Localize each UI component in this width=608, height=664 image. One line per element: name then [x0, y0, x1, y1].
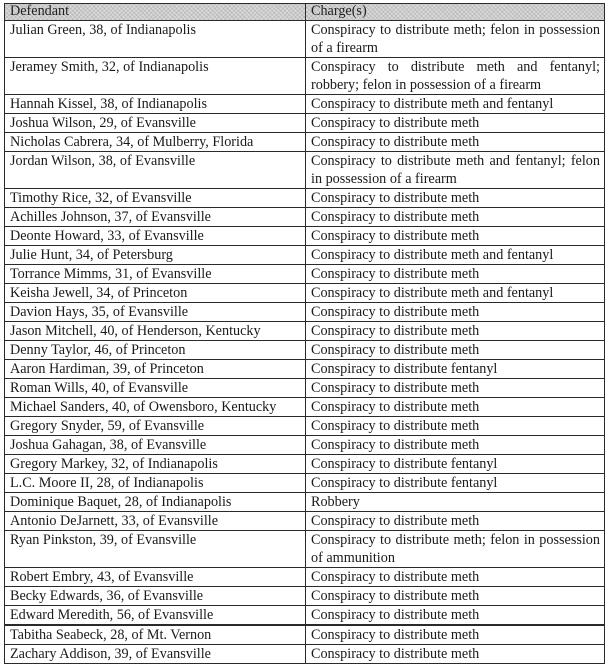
charges-cell: Conspiracy to distribute meth and fentanyl — [306, 246, 605, 265]
table-body — [5, 21, 605, 664]
table-row — [5, 645, 605, 664]
defendant-cell: Hannah Kissel, 38, of Indianapolis — [5, 95, 306, 114]
charges-cell: Conspiracy to distribute meth — [306, 417, 605, 436]
table-row — [5, 284, 605, 303]
defendant-cell: Gregory Snyder, 59, of Evansville — [5, 417, 306, 436]
defendant-cell: Michael Sanders, 40, of Owensboro, Kentucky — [5, 398, 306, 417]
defendant-cell: Torrance Mimms, 31, of Evansville — [5, 265, 306, 284]
defendant-cell: Julie Hunt, 34, of Petersburg — [5, 246, 306, 265]
table-row — [5, 436, 605, 455]
defendants-table-page — [4, 3, 604, 664]
defendant-cell: Antonio DeJarnett, 33, of Evansville — [5, 512, 306, 531]
charges-cell: Conspiracy to distribute meth — [306, 265, 605, 284]
defendant-cell: Roman Wills, 40, of Evansville — [5, 379, 306, 398]
charges-cell: Conspiracy to distribute meth — [306, 512, 605, 531]
table-row — [5, 417, 605, 436]
charges-cell: Conspiracy to distribute meth — [306, 625, 605, 645]
defendant-cell: Robert Embry, 43, of Evansville — [5, 568, 306, 587]
table-row — [5, 531, 605, 568]
charges-cell: Conspiracy to distribute meth and fentanyl; felon in possession of a firearm — [306, 152, 605, 189]
defendant-cell: Denny Taylor, 46, of Princeton — [5, 341, 306, 360]
table-row — [5, 493, 605, 512]
defendant-cell: Joshua Wilson, 29, of Evansville — [5, 114, 306, 133]
table-row — [5, 227, 605, 246]
table-row — [5, 455, 605, 474]
charges-cell: Conspiracy to distribute meth and fentanyl; robbery; felon in possession of a firearm — [306, 58, 605, 95]
table-row — [5, 265, 605, 284]
defendants-table — [4, 3, 605, 664]
defendant-cell: Nicholas Cabrera, 34, of Mulberry, Florida — [5, 133, 306, 152]
charges-cell: Conspiracy to distribute fentanyl — [306, 474, 605, 493]
table-row — [5, 152, 605, 189]
column-header-defendant: Defendant — [5, 4, 306, 21]
table-row — [5, 21, 605, 58]
defendant-cell: Aaron Hardiman, 39, of Princeton — [5, 360, 306, 379]
table-row — [5, 512, 605, 531]
defendant-cell: Deonte Howard, 33, of Evansville — [5, 227, 306, 246]
column-header-charges: Charge(s) — [306, 4, 605, 21]
table-row — [5, 587, 605, 606]
charges-cell: Conspiracy to distribute meth — [306, 645, 605, 664]
defendant-cell: Dominique Baquet, 28, of Indianapolis — [5, 493, 306, 512]
table-row — [5, 568, 605, 587]
table-row — [5, 58, 605, 95]
defendant-cell: Achilles Johnson, 37, of Evansville — [5, 208, 306, 227]
defendant-cell: Edward Meredith, 56, of Evansville — [5, 606, 306, 626]
charges-cell: Conspiracy to distribute meth — [306, 114, 605, 133]
defendant-cell: Jeramey Smith, 32, of Indianapolis — [5, 58, 306, 95]
defendant-cell: Gregory Markey, 32, of Indianapolis — [5, 455, 306, 474]
table-row — [5, 398, 605, 417]
charges-cell: Conspiracy to distribute fentanyl — [306, 455, 605, 474]
charges-cell: Conspiracy to distribute meth — [306, 189, 605, 208]
defendant-cell: Julian Green, 38, of Indianapolis — [5, 21, 306, 58]
table-row — [5, 133, 605, 152]
table-row — [5, 303, 605, 322]
table-row — [5, 189, 605, 208]
charges-cell: Conspiracy to distribute meth — [306, 208, 605, 227]
charges-cell: Conspiracy to distribute meth — [306, 303, 605, 322]
charges-cell: Conspiracy to distribute meth — [306, 436, 605, 455]
defendant-cell: Keisha Jewell, 34, of Princeton — [5, 284, 306, 303]
defendant-cell: Becky Edwards, 36, of Evansville — [5, 587, 306, 606]
charges-cell: Conspiracy to distribute meth and fentanyl — [306, 95, 605, 114]
defendant-cell: Zachary Addison, 39, of Evansville — [5, 645, 306, 664]
charges-cell: Conspiracy to distribute meth; felon in possession of ammunition — [306, 531, 605, 568]
defendant-cell: L.C. Moore II, 28, of Indianapolis — [5, 474, 306, 493]
charges-cell: Conspiracy to distribute meth — [306, 606, 605, 626]
charges-cell: Conspiracy to distribute meth — [306, 227, 605, 246]
charges-cell: Conspiracy to distribute meth — [306, 133, 605, 152]
defendant-cell: Davion Hays, 35, of Evansville — [5, 303, 306, 322]
defendant-cell: Jordan Wilson, 38, of Evansville — [5, 152, 306, 189]
charges-cell: Conspiracy to distribute meth — [306, 322, 605, 341]
defendant-cell: Joshua Gahagan, 38, of Evansville — [5, 436, 306, 455]
table-row — [5, 606, 605, 626]
charges-cell: Conspiracy to distribute meth and fentanyl — [306, 284, 605, 303]
defendant-cell: Timothy Rice, 32, of Evansville — [5, 189, 306, 208]
table-row — [5, 360, 605, 379]
table-row — [5, 625, 605, 645]
defendant-cell: Ryan Pinkston, 39, of Evansville — [5, 531, 306, 568]
charges-cell: Conspiracy to distribute meth — [306, 587, 605, 606]
table-row — [5, 322, 605, 341]
table-row — [5, 379, 605, 398]
defendant-cell: Jason Mitchell, 40, of Henderson, Kentucky — [5, 322, 306, 341]
charges-cell: Conspiracy to distribute meth; felon in possession of a firearm — [306, 21, 605, 58]
charges-cell: Robbery — [306, 493, 605, 512]
table-row — [5, 114, 605, 133]
table-row — [5, 95, 605, 114]
charges-cell: Conspiracy to distribute meth — [306, 379, 605, 398]
table-row — [5, 474, 605, 493]
charges-cell: Conspiracy to distribute fentanyl — [306, 360, 605, 379]
table-row — [5, 246, 605, 265]
table-row — [5, 341, 605, 360]
charges-cell: Conspiracy to distribute meth — [306, 398, 605, 417]
charges-cell: Conspiracy to distribute meth — [306, 341, 605, 360]
table-row — [5, 208, 605, 227]
table-header-row — [5, 4, 605, 21]
defendant-cell: Tabitha Seabeck, 28, of Mt. Vernon — [5, 625, 306, 645]
charges-cell: Conspiracy to distribute meth — [306, 568, 605, 587]
